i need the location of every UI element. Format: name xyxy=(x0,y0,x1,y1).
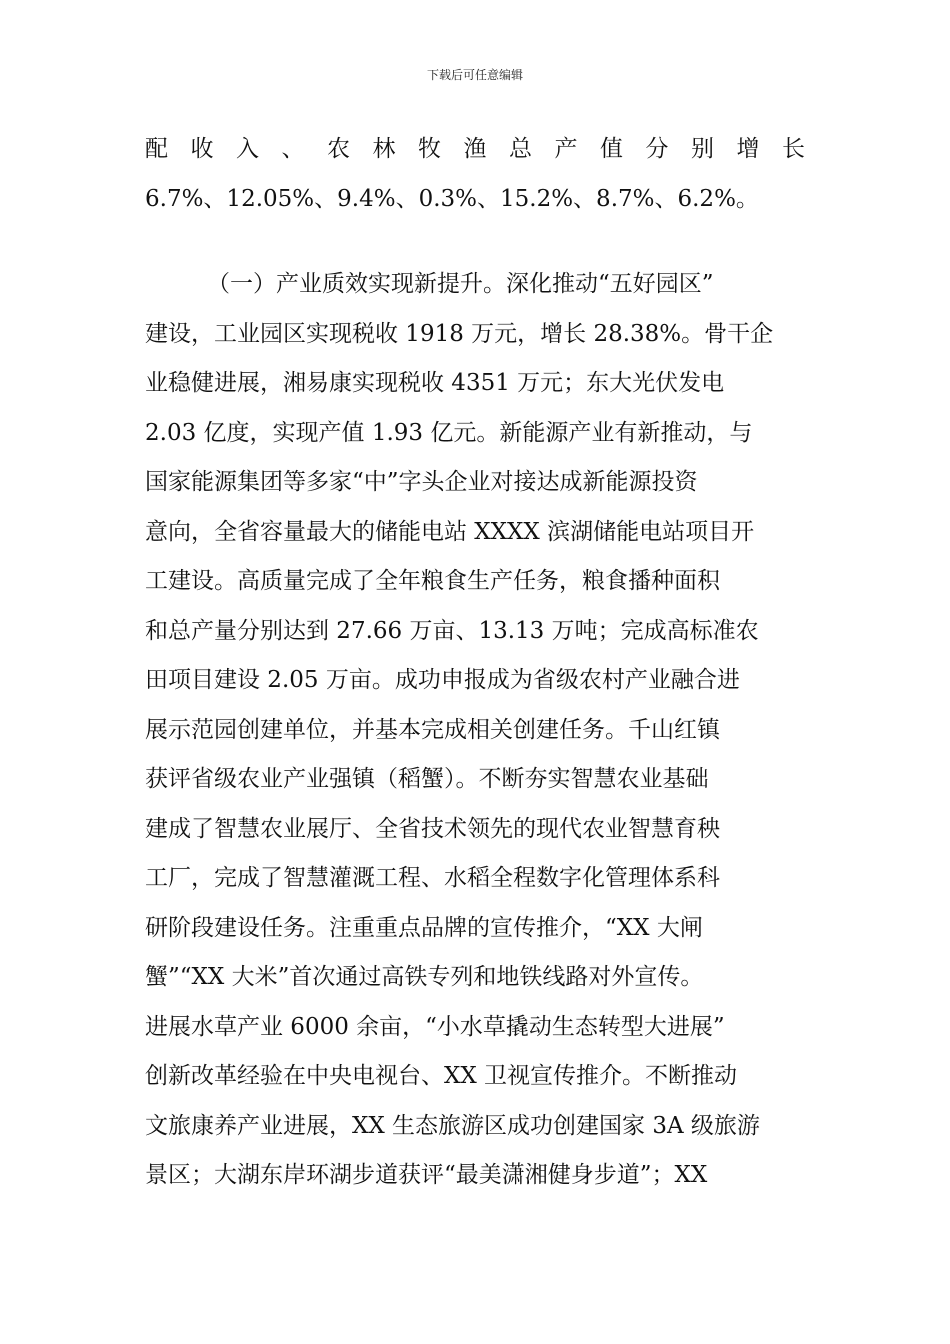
text-line: 研阶段建设任务。注重重点品牌的宣传推介，“XX 大闸 xyxy=(145,914,703,941)
text-line: 国家能源集团等多家“中”字头企业对接达成新能源投资 xyxy=(145,469,698,495)
text-line: 景区；大湖东岸环湖步道获评“最美潇湘健身步道”；XX xyxy=(145,1162,708,1188)
text-line: 业稳健进展，湘易康实现税收 4351 万元；东大光伏发电 xyxy=(145,370,725,396)
page-header: 下载后可任意编辑 xyxy=(426,68,523,82)
text-line: 进展水草产业 6000 余亩，“小水草撬动生态转型大进展” xyxy=(145,1013,725,1040)
text-line: 工建设。高质量完成了全年粮食生产任务，粮食播种面积 xyxy=(145,568,720,594)
text-line: 蟹”“XX 大米”首次通过高铁专列和地铁线路对外宣传。 xyxy=(145,964,704,990)
text-line: 田项目建设 2.05 万亩。成功申报成为省级农村产业融合进 xyxy=(145,667,740,693)
text-line: 6.7%、12.05%、9.4%、0.3%、15.2%、8.7%、6.2%。 xyxy=(145,185,759,212)
text-line: 建设，工业园区实现税收 1918 万元，增长 28.38%。骨干企 xyxy=(145,320,774,347)
text-line: 工厂，完成了智慧灌溉工程、水稻全程数字化管理体系科 xyxy=(145,865,720,891)
text-line: 建成了智慧农业展厅、全省技术领先的现代农业智慧育秧 xyxy=(145,815,720,842)
text-line: 意向，全省容量最大的储能电站 XXXX 滨湖储能电站项目开 xyxy=(145,518,755,545)
text-line: 获评省级农业产业强镇（稻蟹）。不断夯实智慧农业基础 xyxy=(145,766,709,792)
continuation-text xyxy=(145,125,805,224)
text-line: 创新改革经验在中央电视台、XX 卫视宣传推介。不断推动 xyxy=(145,1063,738,1089)
text-line: 文旅康养产业进展，XX 生态旅游区成功创建国家 3A 级旅游 xyxy=(145,1112,760,1139)
paragraph-industry-quality xyxy=(145,260,805,1201)
text-line: 2.03 亿度，实现产值 1.93 亿元。新能源产业有新推动，与 xyxy=(145,419,753,446)
text-line: 展示范园创建单位，并基本完成相关创建任务。千山红镇 xyxy=(145,716,720,743)
text-line: 配收入、农林牧渔总产值分别增长 xyxy=(145,136,805,162)
text-line: 和总产量分别达到 27.66 万亩、13.13 万吨；完成高标准农 xyxy=(145,617,759,644)
text-line: （一）产业质效实现新提升。深化推动“五好园区” xyxy=(207,271,714,297)
